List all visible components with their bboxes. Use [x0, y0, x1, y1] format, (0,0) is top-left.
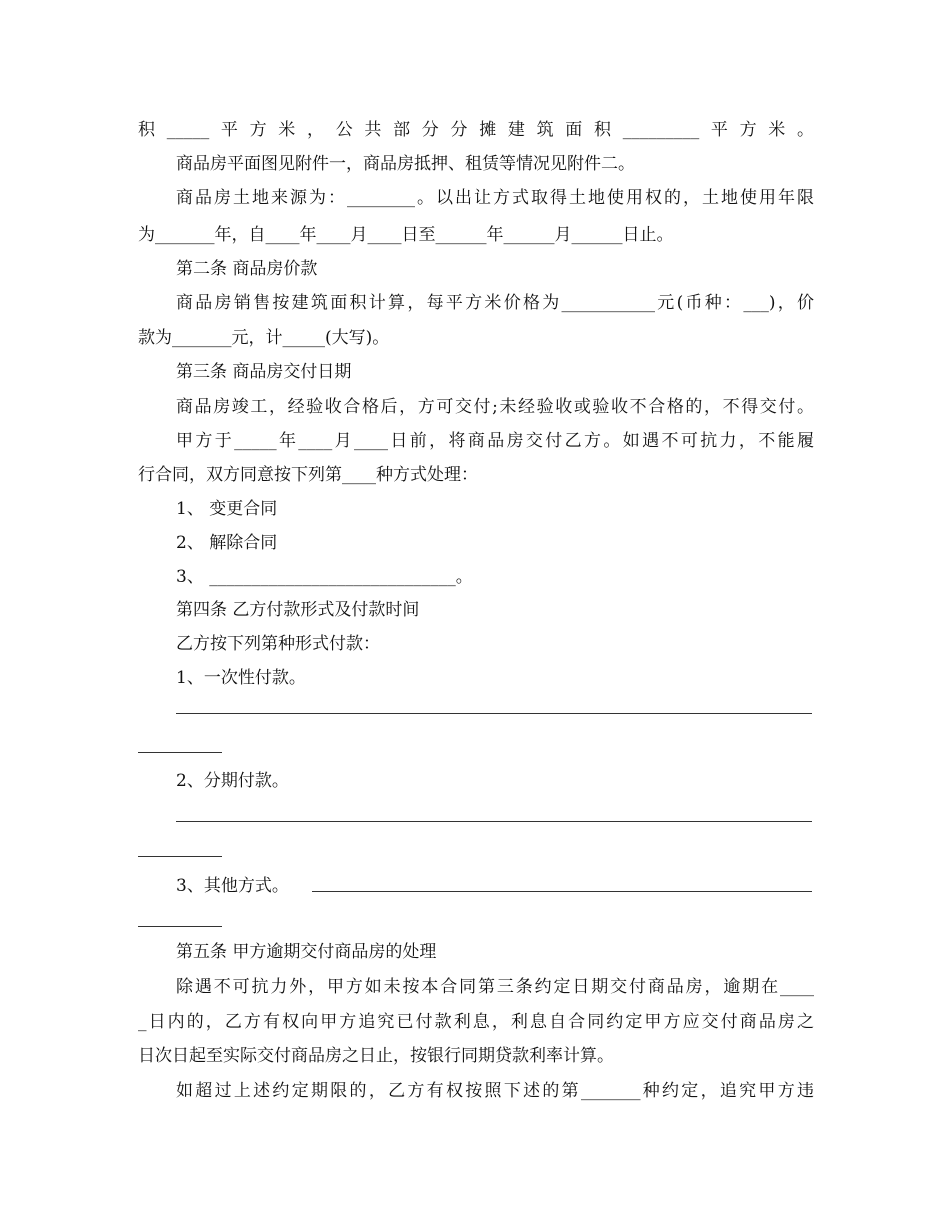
text-line-7: 款为_______元，计_____(大写)。 [138, 328, 390, 348]
payment-option-lump-sum: 1、一次性付款。 [176, 668, 306, 688]
text-line-3: 商品房土地来源为：________。以出让方式取得土地使用权的，土地使用年限 [176, 188, 814, 208]
article-2-heading: 第二条 商品房价款 [176, 259, 318, 279]
article-4-heading: 第四条 乙方付款形式及付款时间 [176, 600, 420, 620]
blank-line [138, 752, 222, 753]
text-line-10: 甲方于_____年____月____日前，将商品房交付乙方。如遇不可抗力，不能履 [176, 431, 814, 451]
text-line-4: 为_______年，自____年____月____日至______年______月______日止。 [138, 225, 674, 245]
text-line-2: 商品房平面图见附件一，商品房抵押、租赁等情况见附件二。 [176, 154, 635, 174]
blank-line [312, 891, 812, 892]
blank-line [176, 821, 812, 822]
payment-option-installment: 2、分期付款。 [176, 771, 289, 791]
payment-option-other: 3、其他方式。 [176, 876, 289, 896]
text-line-22: _日内的，乙方有权向甲方追究已付款利息，利息自合同约定甲方应交付商品房之 [138, 1012, 814, 1032]
text-line-1: 积_____平方米，公共部分分摊建筑面积_________平方米。 [138, 120, 814, 140]
blank-line [176, 713, 812, 714]
text-line-6: 商品房销售按建筑面积计算，每平方米价格为___________元(币种：___)，价 [176, 293, 814, 313]
text-line-23: 日次日起至实际交付商品房之日止，按银行同期贷款利率计算。 [138, 1046, 614, 1066]
article-3-heading: 第三条 商品房交付日期 [176, 362, 352, 382]
list-item-other: 3、 _____________________________。 [176, 567, 473, 587]
text-line-11: 行合同，双方同意按下列第____种方式处理： [138, 465, 478, 485]
text-line-21: 除遇不可抗力外，甲方如未按本合同第三条约定日期交付商品房，逾期在____ [176, 977, 814, 997]
text-line-9: 商品房竣工，经验收合格后，方可交付;未经验收或验收不合格的，不得交付。 [176, 397, 814, 417]
list-item-cancel-contract: 2、 解除合同 [176, 533, 278, 553]
blank-line [138, 926, 222, 927]
list-item-change-contract: 1、 变更合同 [176, 499, 278, 519]
article-5-heading: 第五条 甲方逾期交付商品房的处理 [176, 942, 437, 962]
text-line-24: 如超过上述约定期限的，乙方有权按照下述的第_______种约定，追究甲方违 [176, 1081, 814, 1101]
blank-line [138, 856, 222, 857]
text-line-16: 乙方按下列第种形式付款： [176, 634, 380, 654]
